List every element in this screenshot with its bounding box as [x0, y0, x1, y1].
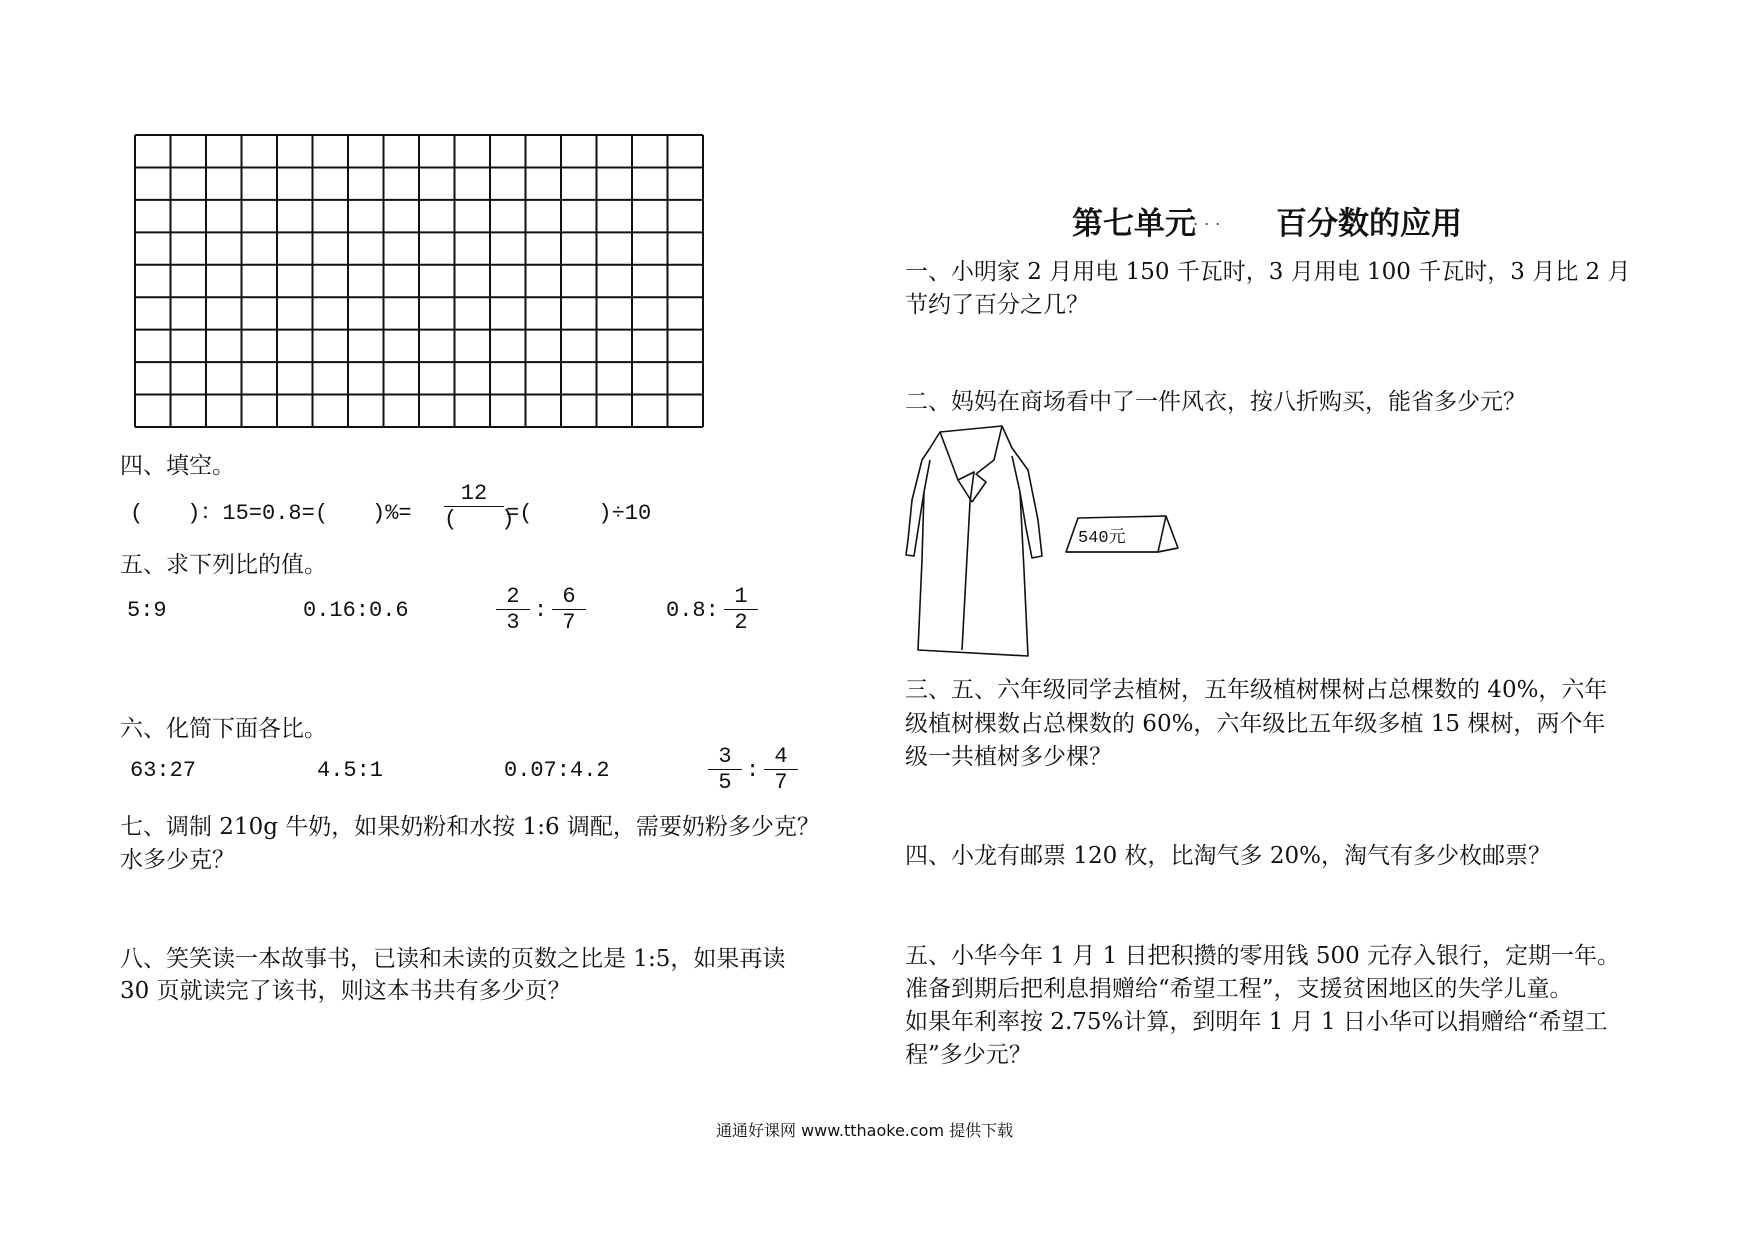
footer-credit: 通通好课网 www.tthaoke.com 提供下载 — [716, 1121, 1014, 1140]
q7-line1: 七、调制 210g 牛奶，如果奶粉和水按 1:6 调配，需要奶粉多少克？ — [120, 814, 820, 840]
q5-ratio-a: 5:9 — [127, 598, 167, 623]
r-q1-line1: 一、小明家 2 月用电 150 千瓦时，3 月用电 100 千瓦时，3 月比 2 月 — [905, 259, 1631, 285]
q5-c-num1: 2 — [506, 584, 520, 609]
q5-c-den2: 7 — [562, 610, 576, 635]
q6-ratio-d-frac2 — [764, 746, 798, 794]
q5-c-den1: 3 — [506, 610, 520, 635]
q5-ratio-c-colon: : — [534, 598, 548, 623]
r-q1-line2: 节约了百分之几？ — [905, 292, 1089, 318]
q4-frac-den: ( ) — [444, 507, 515, 532]
r-q5-line2: 准备到期后把利息捐赠给“希望工程”，支援贫困地区的失学儿童。 — [905, 976, 1573, 1002]
q6-d-num1: 3 — [718, 744, 732, 769]
q5-c-num2: 6 — [562, 584, 576, 609]
q6-heading: 六、化简下面各比。 — [120, 716, 327, 742]
q4-frac-num: 12 — [460, 481, 488, 506]
r-q3-line3: 级一共植树多少棵？ — [905, 744, 1112, 770]
q4-fill-part1: ( )：15=0.8=( )%= — [130, 501, 412, 526]
q6-ratio-d-colon: : — [746, 758, 760, 783]
r-q5-line1: 五、小华今年 1 月 1 日把积攒的零用钱 500 元存入银行，定期一年。 — [905, 943, 1621, 969]
q6-ratio-a: 63:27 — [130, 758, 197, 783]
q5-ratio-d-prefix: 0.8: — [666, 598, 719, 623]
q4-fill-part2: =( )÷10 — [506, 501, 652, 526]
q6-d-den2: 7 — [774, 770, 788, 795]
q6-ratio-d-frac1 — [708, 746, 742, 794]
r-q3-line1: 三、五、六年级同学去植树，五年级植树棵树占总棵数的 40%，六年 — [905, 677, 1608, 703]
price-tag — [1062, 512, 1180, 558]
q5-d-num: 1 — [734, 584, 748, 609]
q5-heading: 五、求下列比的值。 — [120, 552, 327, 578]
q6-ratio-b: 4.5:1 — [317, 758, 384, 783]
q5-ratio-c-frac2 — [552, 586, 586, 634]
q4-heading: 四、填空。 — [120, 453, 235, 479]
q8-line1: 八、笑笑读一本故事书，已读和未读的页数之比是 1:5，如果再读 — [120, 946, 786, 972]
r-q3-line2: 级植树棵数占总棵数的 60%，六年级比五年级多植 15 棵树，两个年 — [905, 711, 1606, 737]
q5-d-den: 2 — [734, 610, 748, 635]
r-q5-line4: 程”多少元？ — [905, 1042, 1032, 1068]
q6-ratio-c: 0.07:4.2 — [504, 758, 610, 783]
q4-fraction — [444, 481, 515, 532]
q6-d-num2: 4 — [774, 744, 788, 769]
price-tag-text: 540元 — [1078, 529, 1126, 548]
q6-d-den1: 5 — [718, 770, 732, 795]
writing-grid — [133, 133, 705, 429]
r-q2-line1: 二、妈妈在商场看中了一件风衣，按八折购买，能省多少元？ — [905, 389, 1526, 415]
unit-title-part1: 第七单元 — [1072, 206, 1196, 242]
unit-title-dots: ... — [1193, 210, 1227, 229]
r-q4-line1: 四、小龙有邮票 120 枚，比淘气多 20%，淘气有多少枚邮票？ — [905, 843, 1551, 869]
q7-line2: 水多少克？ — [120, 847, 235, 873]
unit-title-part2: 百分数的应用 — [1276, 206, 1462, 242]
r-q5-line3: 如果年利率按 2.75%计算，到明年 1 月 1 日小华可以捐赠给“希望工 — [905, 1009, 1608, 1035]
q5-ratio-b: 0.16:0.6 — [303, 598, 409, 623]
q8-line2: 30 页就读完了该书，则这本书共有多少页？ — [120, 978, 571, 1004]
coat-illustration — [900, 420, 1050, 660]
q5-ratio-d-frac — [724, 586, 758, 634]
q5-ratio-c-frac1 — [496, 586, 530, 634]
